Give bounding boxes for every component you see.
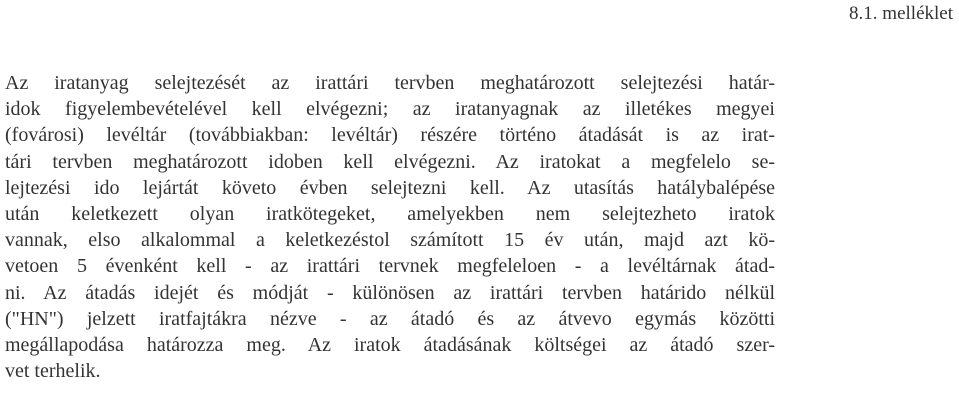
paragraph-line: vet terhelik.: [5, 360, 101, 383]
paragraph-line: (fovárosi) levéltár (továbbiakban: levéltár) részére történo átadását is az irat-: [5, 124, 775, 147]
paragraph-line: ("HN") jelzett iratfajtákra nézve - az átadó és az átvevo egymás közötti: [5, 307, 775, 330]
paragraph-line: vannak, elso alkalommal a keletkezéstol számított 15 év után, majd azt kö-: [5, 229, 775, 252]
body-paragraph: [5, 70, 775, 384]
paragraph-line: Az iratanyag selejtezését az irattári tervben meghatározott selejtezési határ-: [5, 72, 775, 94]
paragraph-line: lejtezési ido lejártát követo évben selejtezni kell. Az utasítás hatálybalépése: [5, 176, 775, 199]
annex-label: 8.1. melléklet: [849, 3, 953, 24]
paragraph-line: ni. Az átadás idejét és módját - különösen az irattári tervben határido nélkül: [5, 281, 775, 304]
paragraph-line: után keletkezett olyan iratkötegeket, amelyekben nem selejtezheto iratok: [5, 202, 775, 225]
paragraph-line: idok figyelembevételével kell elvégezni; az iratanyagnak az illetékes megyei: [5, 98, 775, 121]
paragraph-line: megállapodása határozza meg. Az iratok átadásának költségei az átadó szer-: [5, 333, 775, 356]
paragraph-line: vetoen 5 évenként kell - az irattári tervnek megfeleloen - a levéltárnak átad-: [5, 255, 775, 278]
paragraph-line: tári tervben meghatározott idoben kell elvégezni. Az iratokat a megfelelo se-: [5, 150, 775, 173]
